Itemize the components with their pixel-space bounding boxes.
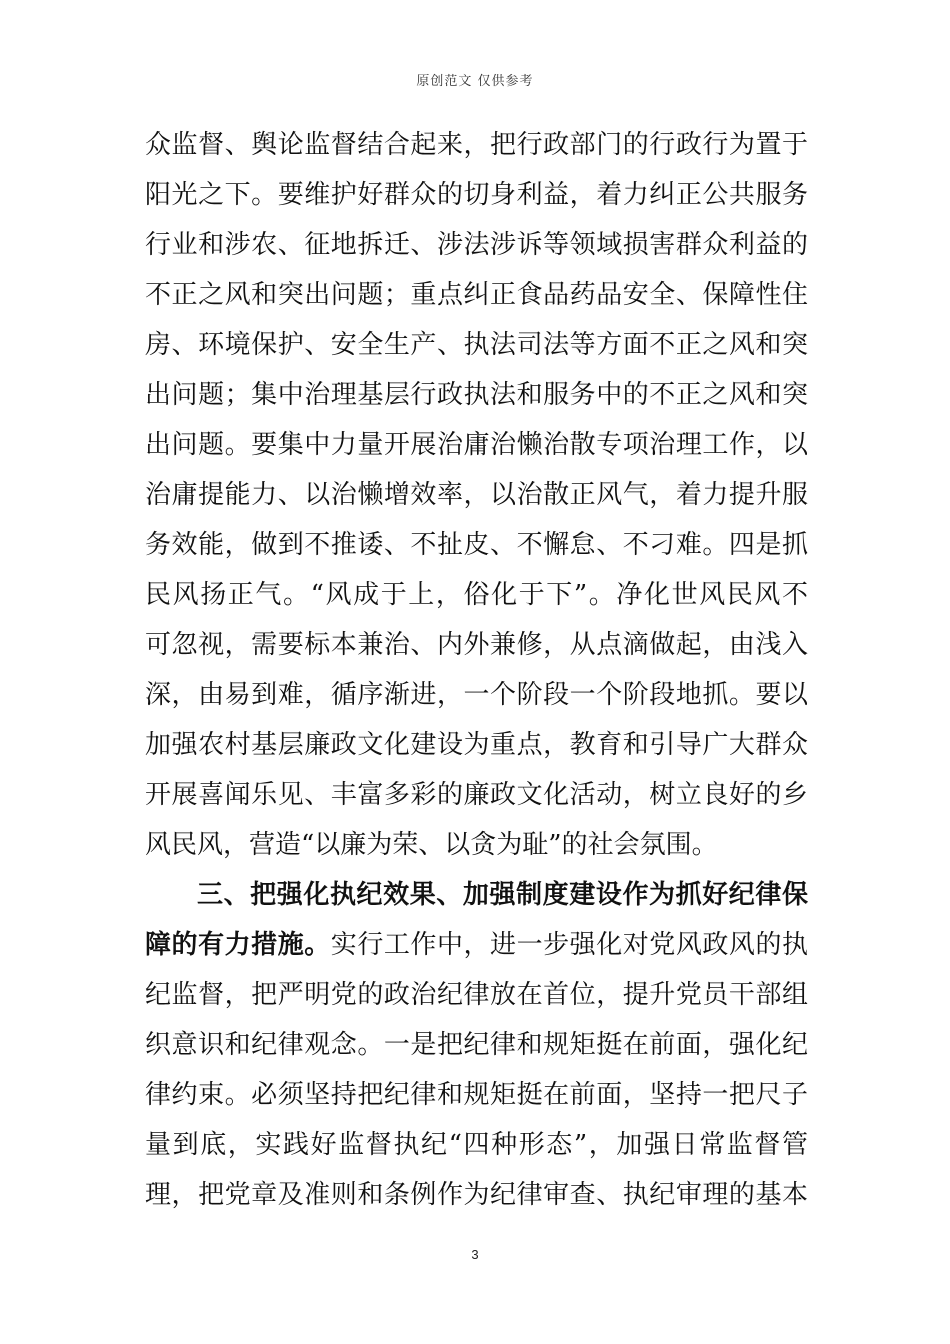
text-segment: 理，把党章及准则和条例作为纪律审查、执纪审理的基本 <box>145 1180 808 1210</box>
text-line <box>145 1020 808 1070</box>
text-segment: 风民风，营造“以廉为荣、以贪为耻”的社会氛围。 <box>145 830 718 860</box>
text-line <box>145 770 808 820</box>
text-segment: 众监督、舆论监督结合起来，把行政部门的行政行为置于 <box>145 130 808 160</box>
page-header: 原创范文 仅供参考 <box>416 74 534 89</box>
text-segment: 行业和涉农、征地拆迁、涉法涉诉等领域损害群众利益的 <box>145 230 808 260</box>
text-line <box>145 370 808 420</box>
text-line <box>145 1170 808 1220</box>
text-line <box>145 1070 808 1120</box>
paragraph-1 <box>145 120 808 870</box>
text-segment: 量到底，实践好监督执纪“四种形态”，加强日常监督管 <box>145 1130 808 1160</box>
text-line <box>145 920 808 970</box>
text-line <box>145 520 808 570</box>
text-line <box>145 670 808 720</box>
text-segment: 房、环境保护、安全生产、执法司法等方面不正之风和突 <box>145 330 808 360</box>
text-line <box>145 820 808 870</box>
text-segment: 出问题。要集中力量开展治庸治懒治散专项治理工作，以 <box>145 430 808 460</box>
text-line <box>145 620 808 670</box>
text-segment: 律约束。必须坚持把纪律和规矩挺在前面，坚持一把尺子 <box>145 1080 808 1110</box>
text-segment: 深，由易到难，循序渐进，一个阶段一个阶段地抓。要以 <box>145 680 808 710</box>
text-segment: 不正之风和突出问题；重点纠正食品药品安全、保障性住 <box>145 280 808 310</box>
text-segment: 加强农村基层廉政文化建设为重点，教育和引导广大群众 <box>145 730 808 760</box>
page-number: 3 <box>471 1247 479 1262</box>
text-line <box>145 220 808 270</box>
text-line <box>145 420 808 470</box>
document-body <box>145 120 808 1220</box>
text-segment: 务效能，做到不推诿、不扯皮、不懈怠、不刁难。四是抓 <box>145 530 808 560</box>
text-segment: 出问题；集中治理基层行政执法和服务中的不正之风和突 <box>145 380 808 410</box>
text-segment: 织意识和纪律观念。一是把纪律和规矩挺在前面，强化纪 <box>145 1030 808 1060</box>
text-line <box>145 870 808 920</box>
text-line <box>145 720 808 770</box>
paragraph-2 <box>145 870 808 1220</box>
text-segment: 治庸提能力、以治懒增效率，以治散正风气，着力提升服 <box>145 480 808 510</box>
text-segment: 开展喜闻乐见、丰富多彩的廉政文化活动，树立良好的乡 <box>145 780 808 810</box>
text-line <box>145 470 808 520</box>
text-segment: 可忽视，需要标本兼治、内外兼修，从点滴做起，由浅入 <box>145 630 808 660</box>
text-line <box>145 270 808 320</box>
text-line <box>145 170 808 220</box>
text-line <box>145 120 808 170</box>
text-line <box>145 970 808 1020</box>
text-line <box>145 570 808 620</box>
text-line <box>145 1120 808 1170</box>
bold-text-segment: 三、把强化执纪效果、加强制度建设作为抓好纪律保 <box>197 880 808 910</box>
bold-text-segment: 障的有力措施。 <box>145 930 331 960</box>
text-segment: 阳光之下。要维护好群众的切身利益，着力纠正公共服务 <box>145 180 808 210</box>
text-segment: 实行工作中，进一步强化对党风政风的执 <box>330 930 808 960</box>
text-segment: 民风扬正气。“风成于上，俗化于下”。净化世风民风不 <box>145 580 808 610</box>
text-line <box>145 320 808 370</box>
text-segment: 纪监督，把严明党的政治纪律放在首位，提升党员干部组 <box>145 980 808 1010</box>
